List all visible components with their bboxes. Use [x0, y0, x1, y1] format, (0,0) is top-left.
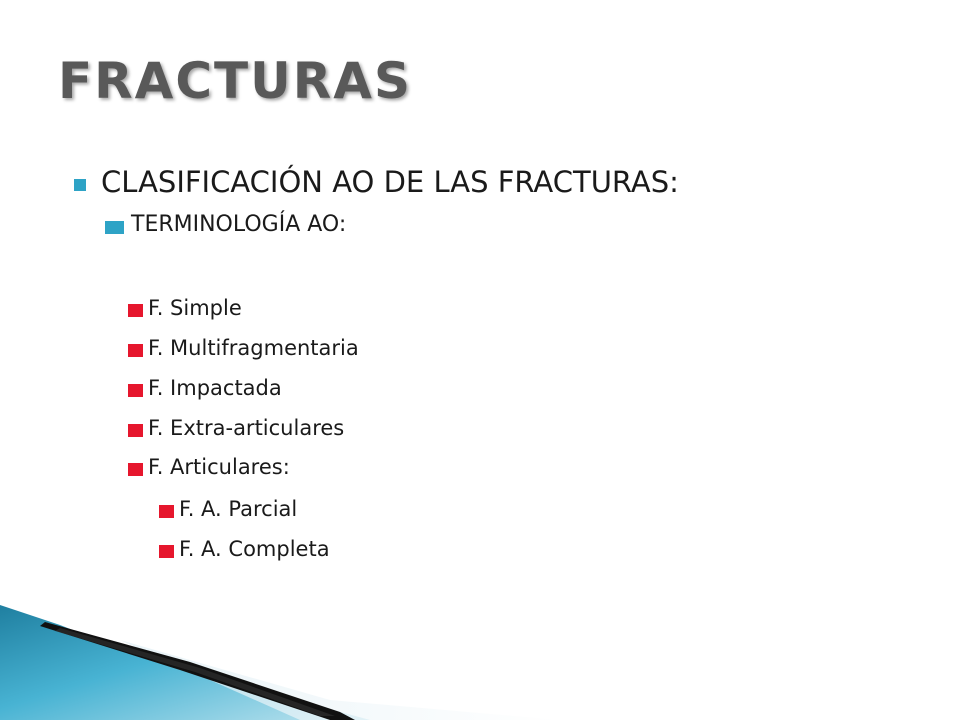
square-bullet-icon: [74, 179, 86, 191]
list-item-simple: F. Simple: [148, 296, 242, 320]
red-bullet-icon: [128, 344, 143, 357]
heading-classification: CLASIFICACIÓN AO DE LAS FRACTURAS:: [101, 165, 679, 199]
red-bullet-icon: [159, 505, 174, 518]
red-bullet-icon: [128, 424, 143, 437]
list-item-extra-articulares: F. Extra-articulares: [148, 416, 345, 440]
slide-title: FRACTURAS: [58, 52, 412, 110]
subheading-terminology: TERMINOLOGÍA AO:: [131, 212, 347, 237]
list-item-completa: F. A. Completa: [179, 537, 330, 561]
list-item-parcial: F. A. Parcial: [179, 497, 298, 521]
list-item-impactada: F. Impactada: [148, 376, 282, 400]
square-bullet-icon: [105, 221, 124, 234]
red-bullet-icon: [128, 304, 143, 317]
red-bullet-icon: [159, 545, 174, 558]
list-item-multifragmentaria: F. Multifragmentaria: [148, 336, 359, 360]
list-item-articulares: F. Articulares:: [148, 455, 290, 479]
red-bullet-icon: [128, 463, 143, 476]
red-bullet-icon: [128, 384, 143, 397]
